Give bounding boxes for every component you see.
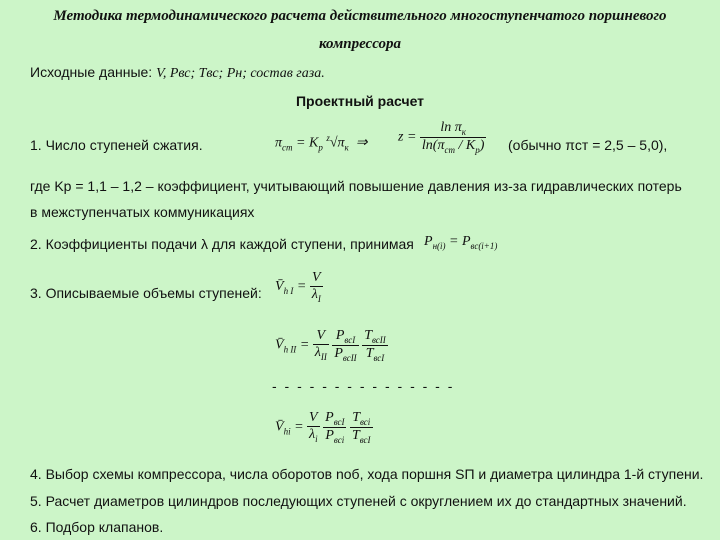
- step1-note: (обычно πст = 2,5 – 5,0),: [508, 137, 668, 153]
- formula-v2: $V̄_{h II}$ = $\frac{V}{\lambda_{II}}$ $\frac{P_{всI}}{P_{всII}}$ $\frac{T_{всII}}{T_{всI}}$: [275, 328, 386, 363]
- step5: 5. Расчет диаметров цилиндров последующих ступеней с округлением их до стандартных значений.: [30, 493, 687, 509]
- formula-pi-stage: $\pi_{ст} = K_р$ $^z√\pi_к$ ⇒: [275, 133, 371, 153]
- step2-text: 2. Коэффициенты подачи λ для каждой ступени, принимая: [30, 236, 414, 252]
- step4: 4. Выбор схемы компрессора, числа оборотов nоб, хода поршня SП и диаметра цилиндра 1-й ступени.: [30, 466, 704, 482]
- formula-vi: $V̄_{hi}$ = $\frac{V}{\lambda_i}$ $\frac{P_{всI}}{P_{всi}}$ $\frac{T_{всi}}{T_{всI}}$: [275, 410, 371, 445]
- separator: - - - - - - - - - - - - - - -: [272, 378, 455, 394]
- formula-z: z = $\frac{\ln \pi_к}{\ln(\pi_{ст} / K_р)}$: [398, 120, 485, 155]
- formula-v1: $V̄_{h I}$ = $\frac{V}{\lambda_I}$: [275, 270, 321, 304]
- formula-pressure: $P_{н(i)} = P_{вс(i+1)}$: [424, 234, 498, 251]
- inputs-row: [30, 64, 325, 82]
- kp-line-1: где Kр = 1,1 – 1,2 – коэффициент, учитывающий повышение давления из-за гидравлических потерь: [30, 178, 682, 194]
- step3-text: 3. Описываемые объемы ступеней:: [30, 285, 262, 301]
- title-line-1: Методика термодинамического расчета действительного многоступенчатого поршневого: [53, 8, 667, 24]
- inputs-values: V, Pвс; Tвс; Pн; состав газа.: [156, 66, 325, 81]
- inputs-label: Исходные данные:: [30, 64, 153, 80]
- title-line-2: компрессора: [319, 36, 401, 52]
- kp-line-2: в межступенчатых коммуникациях: [30, 204, 255, 220]
- step1-text: 1. Число ступеней сжатия.: [30, 137, 203, 153]
- section-title: Проектный расчет: [295, 93, 425, 109]
- step6: 6. Подбор клапанов.: [30, 519, 164, 535]
